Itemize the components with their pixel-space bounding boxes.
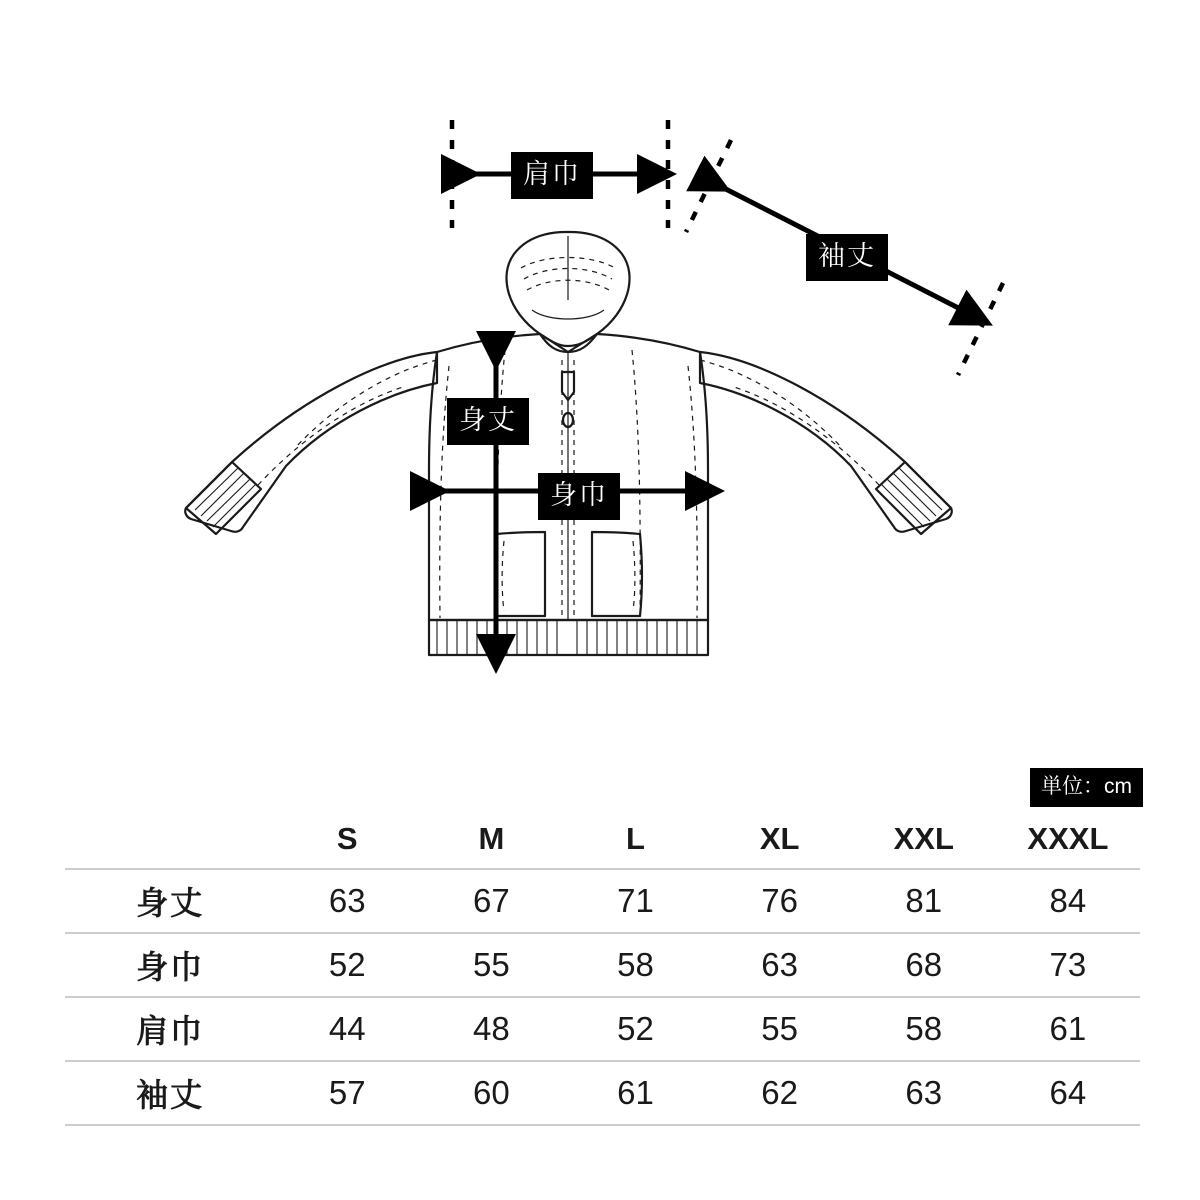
cell-body-width-l: 58 <box>617 946 654 983</box>
cell-sleeve-length-xxxl: 64 <box>1049 1074 1087 1111</box>
cell-body-length-xxxl: 84 <box>1049 882 1087 919</box>
cell-body-length-m: 67 <box>473 882 510 919</box>
label-body-width: 身巾 <box>538 473 620 520</box>
column-header-xl: XL <box>708 810 852 869</box>
cell-shoulder-width-s: 44 <box>328 1010 366 1047</box>
cell-body-length-xl: 76 <box>761 882 798 919</box>
cell-shoulder-width-m: 48 <box>473 1010 510 1047</box>
cell-shoulder-width-xxl: 58 <box>905 1010 943 1047</box>
row-header-body-width: 身巾 <box>136 949 205 985</box>
column-header-m: M <box>419 810 563 869</box>
size-chart-table <box>65 810 1140 1126</box>
row-header-shoulder-width: 肩巾 <box>136 1013 205 1049</box>
column-header-xxxl: XXXL <box>996 810 1140 869</box>
table-corner-cell <box>65 810 275 869</box>
cell-sleeve-length-l: 61 <box>617 1074 654 1111</box>
cell-shoulder-width-xxxl: 61 <box>1049 1010 1087 1047</box>
cell-body-length-s: 63 <box>328 882 366 919</box>
cell-shoulder-width-xl: 55 <box>761 1010 798 1047</box>
size-table-area <box>0 740 1200 1200</box>
cell-body-width-s: 52 <box>328 946 366 983</box>
row-header-sleeve-length: 袖丈 <box>136 1077 205 1113</box>
cell-sleeve-length-xl: 62 <box>761 1074 798 1111</box>
label-sleeve-length: 袖丈 <box>806 234 888 281</box>
label-body-length: 身丈 <box>447 398 529 445</box>
column-header-xxl: XXL <box>852 810 996 869</box>
table-row <box>65 869 1140 933</box>
cell-shoulder-width-l: 52 <box>617 1010 654 1047</box>
unit-badge: 単位：cm <box>1030 768 1143 807</box>
table-row <box>65 1061 1140 1125</box>
table-row <box>65 997 1140 1061</box>
column-header-s: S <box>275 810 419 869</box>
cell-sleeve-length-s: 57 <box>328 1074 366 1111</box>
cell-sleeve-length-xxl: 63 <box>905 1074 943 1111</box>
cell-sleeve-length-m: 60 <box>473 1074 510 1111</box>
label-shoulder-width: 肩巾 <box>511 152 593 199</box>
table-header-row <box>65 810 1140 869</box>
row-header-body-length: 身丈 <box>136 885 205 921</box>
cell-body-width-xxl: 68 <box>905 946 943 983</box>
cell-body-width-xl: 63 <box>761 946 798 983</box>
cell-body-length-xxl: 81 <box>905 882 943 919</box>
table-row <box>65 933 1140 997</box>
cell-body-width-m: 55 <box>473 946 510 983</box>
column-header-l: L <box>563 810 707 869</box>
cell-body-width-xxxl: 73 <box>1049 946 1087 983</box>
cell-body-length-l: 71 <box>617 882 654 919</box>
